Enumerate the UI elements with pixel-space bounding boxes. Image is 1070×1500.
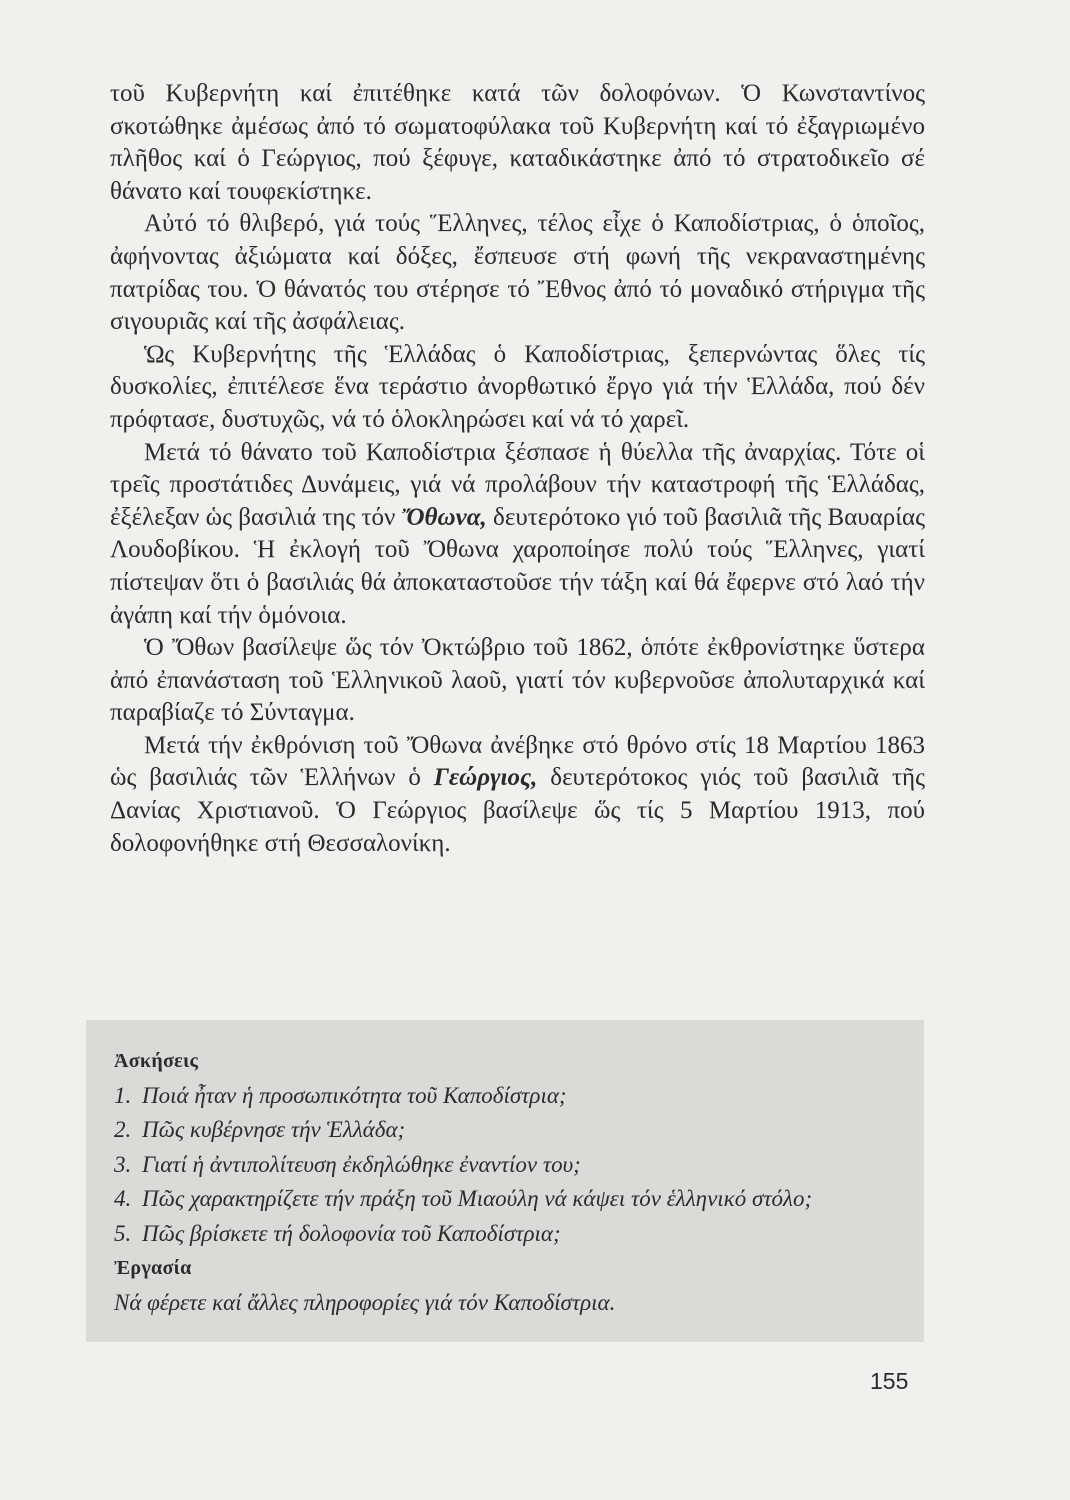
exercise-text: Γιατί ἡ ἀντιπολίτευση ἐκδηλώθηκε ἐναντίον του; <box>142 1151 581 1177</box>
paragraph-6-text-b: δευτερότοκος γιός τοῦ βασιλιᾶ τῆς Δανίας Χριστιανοῦ. Ὁ Γεώργιος βασίλεψε ὥς τίς 5 Μαρτίου 1913, πού δολοφονήθηκε στή Θεσσαλονίκη. <box>110 764 925 857</box>
exercise-text: Πῶς κυβέρνησε τήν Ἑλλάδα; <box>142 1117 406 1142</box>
exercise-item <box>114 1079 914 1114</box>
exercise-text: Πῶς βρίσκετε τή δολοφονία τοῦ Καποδίστρια; <box>142 1220 561 1246</box>
exercise-text: Πῶς χαρακτηρίζετε τήν πράξη τοῦ Μιαούλη νά κάψει τόν ἑλληνικό στόλο; <box>142 1186 813 1211</box>
exercise-item <box>114 1148 914 1183</box>
paragraph-5: Ὁ Ὄθων βασίλεψε ὥς τόν Ὀκτώβριο τοῦ 1862, ὁπότε ἐκθρονίστηκε ὕστερα ἀπό ἐπανάσταση τοῦ Ἑλληνικοῦ λαοῦ, γιατί τόν κυβερνοῦσε ἀπολυταρχικά καί παραβίαζε τό Σύνταγμα. <box>110 634 925 727</box>
paragraph-4 <box>110 437 925 633</box>
paragraph-6 <box>110 730 925 860</box>
assignment-heading: Ἐργασία <box>114 1257 192 1279</box>
paragraph-4-text-a: Μετά τό θάνατο τοῦ Καποδίστρια ξέσπασε ἡ θύελλα τῆς ἀναρχίας. Τότε οἱ τρεῖς προστάτιδες Δυνάμεις, γιά νά προλάβουν τήν καταστροφή τῆς Ἑλλάδας, ἐξέλεξαν ὡς βασιλιά της τόν <box>110 438 925 531</box>
name-otto: Ὄθωνα, <box>401 503 487 531</box>
exercise-item <box>114 1182 914 1217</box>
exercise-number: 5. <box>114 1220 132 1246</box>
exercise-number: 2. <box>114 1117 132 1142</box>
exercise-number: 1. <box>114 1082 132 1108</box>
main-text <box>110 78 925 860</box>
page-number: 155 <box>870 1368 909 1394</box>
exercise-item <box>114 1217 914 1252</box>
paragraph-6-text-a: Μετά τήν ἐκθρόνιση τοῦ Ὄθωνα ἀνέβηκε στό θρόνο στίς 18 Μαρτίου 1863 ὡς βασιλιάς τῶν Ἑλλήνων ὁ <box>110 731 925 792</box>
exercise-text: Ποιά ἦταν ἡ προσωπικότητα τοῦ Καποδίστρια; <box>142 1082 567 1108</box>
name-george: Γεώργιος, <box>433 764 538 792</box>
assignment-text: Νά φέρετε καί ἄλλες πληροφορίες γιά τόν Καποδίστρια. <box>114 1289 616 1315</box>
paragraph-4-text-b: δευτερότοκο γιό τοῦ βασιλιᾶ τῆς Βαυαρίας Λουδοβίκου. Ἡ ἐκλογή τοῦ Ὄθωνα χαροποίησε πολύ τούς Ἕλληνες, γιατί πίστεψαν ὅτι ὁ βασιλιάς θά ἀποκαταστοῦσε τήν τάξη καί θά ἔφερνε στό λαό τήν ἀγάπη καί τήν ὁμόνοια. <box>110 503 925 629</box>
exercise-list <box>114 1079 914 1252</box>
exercise-section <box>114 1044 914 1320</box>
exercises-heading: Ἀσκήσεις <box>114 1050 199 1072</box>
exercise-item <box>114 1113 914 1148</box>
paragraph-2: Αὐτό τό θλιβερό, γιά τούς Ἕλληνες, τέλος εἶχε ὁ Καποδίστριας, ὁ ὁποῖος, ἀφήνοντας ἀξιώματα καί δόξες, ἔσπευσε στή φωνή τῆς νεκραναστημένης πατρίδας του. Ὁ θάνατός του στέρησε τό Ἔθνος ἀπό τό μοναδικό στήριγμα τῆς σιγουριᾶς καί τῆς ἀσφάλειας. <box>110 210 925 336</box>
exercise-number: 4. <box>114 1186 132 1211</box>
paragraph-3: Ὡς Κυβερνήτης τῆς Ἑλλάδας ὁ Καποδίστριας, ξεπερνώντας ὅλες τίς δυσκολίες, ἐπιτέλεσε ἕνα τεράστιο ἀνορθωτικό ἔργο γιά τήν Ἑλλάδα, πού δέν πρόφτασε, δυστυχῶς, νά τό ὁλοκληρώσει καί νά τό χαρεῖ. <box>110 340 925 433</box>
paragraph-1: τοῦ Κυβερνήτη καί ἐπιτέθηκε κατά τῶν δολοφόνων. Ὁ Κωνσταντίνος σκοτώθηκε ἀμέσως ἀπό τό σωματοφύλακα τοῦ Κυβερνήτη καί τό ἐξαγριωμένο πλῆθος καί ὁ Γεώργιος, πού ξέφυγε, καταδικάστηκε ἀπό τό στρατοδικεῖο σέ θάνατο καί τουφεκίστηκε. <box>110 80 925 205</box>
exercise-number: 3. <box>114 1151 132 1177</box>
